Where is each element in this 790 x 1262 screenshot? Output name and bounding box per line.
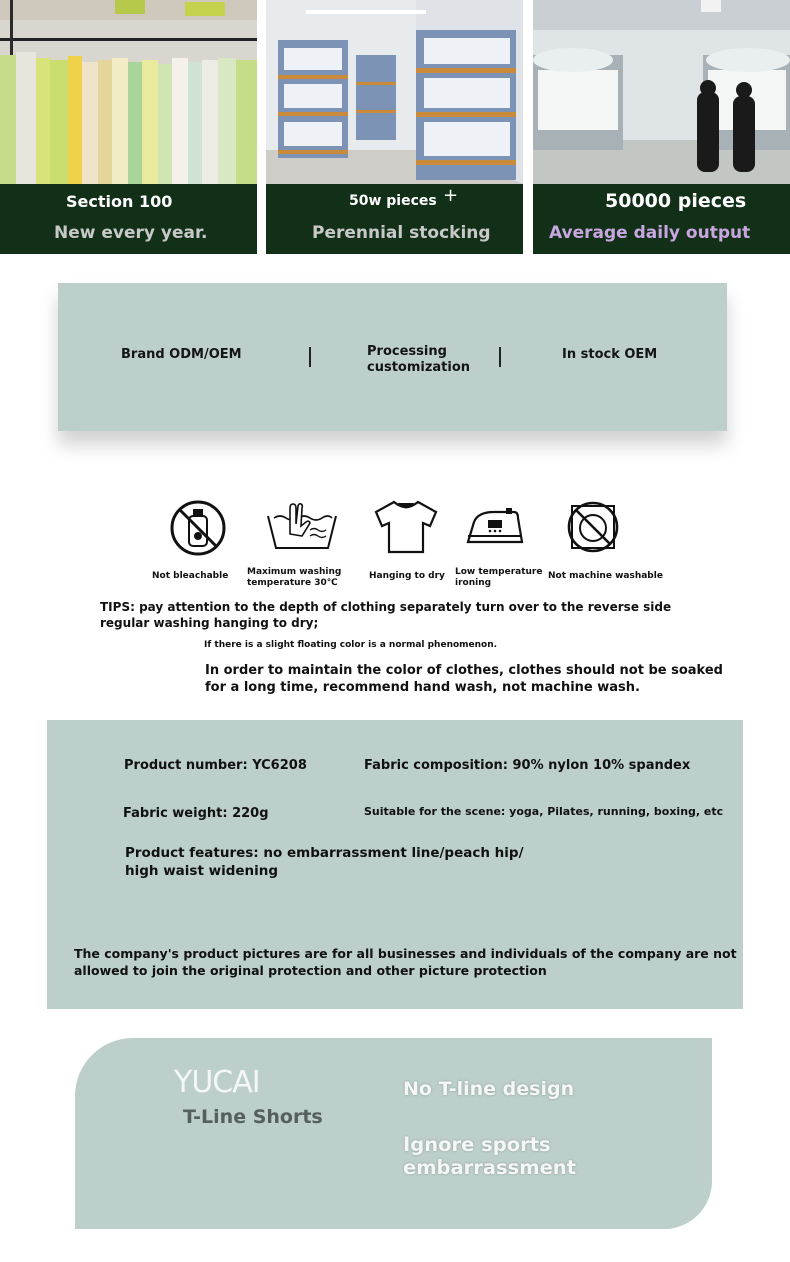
factory-floor-photo xyxy=(533,0,790,184)
hang-dry-shirt-icon xyxy=(372,498,440,556)
stat-caption: Perennial stocking xyxy=(312,223,491,243)
divider xyxy=(499,347,501,367)
no-bleach-icon xyxy=(168,498,228,558)
low-temp-iron-icon xyxy=(464,506,528,548)
product-number: Product number: YC6208 xyxy=(124,758,307,773)
slogan-no-t-line: No T-line design xyxy=(403,1078,575,1100)
warehouse-shelves-photo xyxy=(266,0,523,184)
clothing-rack-photo xyxy=(0,0,257,184)
slogan-ignore-embarrassment: Ignore sports embarrassment xyxy=(403,1133,577,1179)
service-processing-line2: customization xyxy=(367,360,471,375)
care-label-wash-temp: Maximum washing temperature 30℃ xyxy=(247,567,342,588)
service-brand-odm: Brand ODM/OEM xyxy=(121,347,242,362)
care-label-hang-dry: Hanging to dry xyxy=(369,571,445,581)
hand-wash-30-icon xyxy=(266,500,338,552)
product-features: Product features: no embarrassment line/peach hip/ high waist widening xyxy=(125,845,524,879)
care-label-no-machine-wash: Not machine washable xyxy=(548,571,663,581)
no-machine-wash-icon xyxy=(566,500,620,554)
divider xyxy=(309,347,311,367)
suitable-scene: Suitable for the scene: yoga, Pilates, running, boxing, etc xyxy=(364,805,724,818)
stat-caption: New every year. xyxy=(54,223,208,243)
stat-card-collections xyxy=(0,0,257,254)
fabric-weight: Fabric weight: 220g xyxy=(123,806,269,821)
stat-value: 50000 pieces xyxy=(605,190,747,212)
product-name: T-Line Shorts xyxy=(183,1106,323,1128)
care-label-not-bleachable: Not bleachable xyxy=(152,571,229,581)
stat-caption: Average daily output xyxy=(549,223,751,243)
stat-card-stock xyxy=(266,0,523,254)
care-label-low-iron: Low temperature ironing xyxy=(455,567,543,588)
stat-card-output xyxy=(533,0,790,254)
wash-advice: In order to maintain the color of clothes, clothes should not be soaked for a long time, recommend hand wash, not machine wash. xyxy=(205,663,723,695)
floating-color-note: If there is a slight floating color is a normal phenomenon. xyxy=(204,640,498,650)
service-processing-line1: Processing xyxy=(367,344,447,359)
care-tips: TIPS: pay attention to the depth of clothing separately turn over to the reverse side regular washing hanging to dry; xyxy=(100,600,672,630)
oem-services-banner xyxy=(58,283,727,431)
stat-value: Section 100 xyxy=(66,192,173,211)
service-in-stock: In stock OEM xyxy=(562,347,658,362)
plus-icon: + xyxy=(443,185,459,206)
brand-name: YUCAI xyxy=(174,1065,260,1100)
stat-value: 50w pieces xyxy=(349,193,437,209)
fabric-composition: Fabric composition: 90% nylon 10% spandex xyxy=(364,758,691,773)
picture-copyright-notice: The company's product pictures are for all businesses and individuals of the company are not allowed to join the original protection and other picture protection xyxy=(74,946,737,978)
brand-banner xyxy=(75,1038,712,1229)
product-info-panel xyxy=(47,720,743,1009)
service-processing xyxy=(367,344,470,376)
